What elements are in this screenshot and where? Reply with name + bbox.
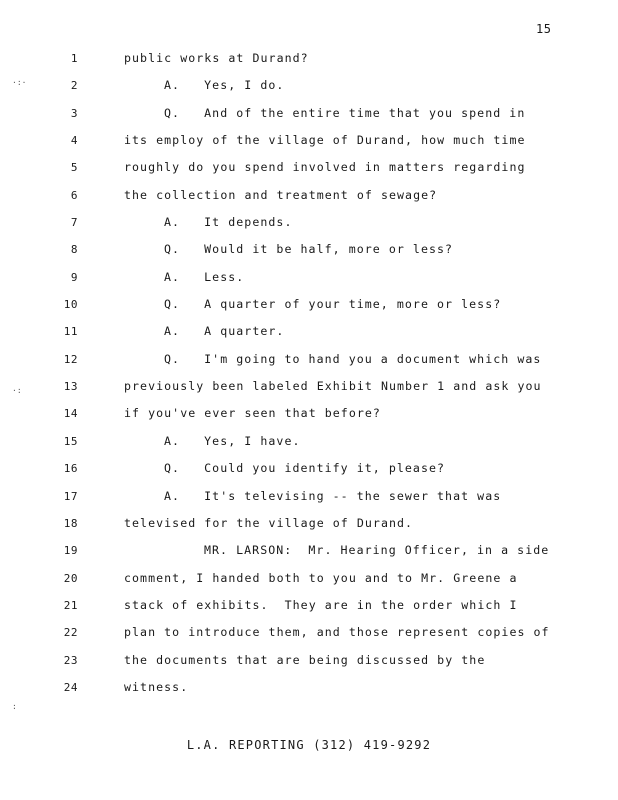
line-text: previously been labeled Exhibit Number 1 and ask you (124, 379, 542, 394)
line-text: A. Less. (164, 269, 245, 284)
line-number: 3 (70, 106, 78, 120)
margin-speck: ·: (12, 386, 22, 395)
line-text: its employ of the village of Durand, how much time (124, 133, 526, 148)
line-text: Q. I'm going to hand you a document which was (164, 351, 542, 366)
page-number: 15 (536, 22, 552, 36)
line-text: A. It's televising -- the sewer that was (164, 488, 502, 503)
line-text: comment, I handed both to you and to Mr. Greene a (124, 570, 518, 585)
line-number: 21 (63, 598, 78, 612)
line-number: 12 (63, 352, 78, 366)
transcript-lines (0, 45, 618, 701)
line-number: 24 (63, 680, 78, 694)
transcript-line (0, 428, 618, 455)
line-text: plan to introduce them, and those represent copies of (124, 625, 550, 640)
line-text: roughly do you spend involved in matters regarding (124, 160, 526, 175)
line-text: A. A quarter. (164, 324, 285, 339)
transcript-line (0, 100, 618, 127)
transcript-line (0, 400, 618, 427)
transcript-line (0, 592, 618, 619)
transcript-line (0, 291, 618, 318)
line-number: 10 (63, 298, 78, 312)
transcript-line (0, 346, 618, 373)
line-number: 14 (63, 407, 78, 421)
line-text: MR. LARSON: Mr. Hearing Officer, in a side (204, 543, 550, 558)
transcript-line (0, 510, 618, 537)
line-number: 8 (70, 243, 78, 257)
margin-speck: : (12, 702, 17, 711)
line-text: A. It depends. (164, 215, 293, 230)
line-number: 9 (70, 270, 78, 284)
line-text: Q. Could you identify it, please? (164, 461, 446, 476)
line-number: 19 (63, 544, 78, 558)
line-number: 15 (63, 434, 78, 448)
line-text: public works at Durand? (124, 51, 309, 65)
line-number: 13 (63, 380, 78, 394)
line-text: witness. (124, 679, 189, 694)
line-text: if you've ever seen that before? (124, 406, 381, 421)
line-number: 6 (70, 188, 78, 202)
line-text: A. Yes, I have. (164, 433, 301, 448)
margin-speck: ·:· (12, 78, 27, 87)
line-number: 23 (63, 653, 78, 667)
transcript-line (0, 236, 618, 263)
transcript-line (0, 127, 618, 154)
transcript-line (0, 565, 618, 592)
line-text: the documents that are being discussed by the (124, 652, 486, 667)
transcript-line (0, 537, 618, 564)
line-number: 7 (70, 216, 78, 230)
line-number: 1 (70, 52, 78, 65)
line-text: stack of exhibits. They are in the order which I (124, 597, 518, 612)
line-number: 18 (63, 516, 78, 530)
line-number: 20 (63, 571, 78, 585)
transcript-line (0, 619, 618, 646)
transcript-line (0, 647, 618, 674)
line-number: 2 (70, 79, 78, 93)
transcript-line (0, 455, 618, 482)
line-text: Q. Would it be half, more or less? (164, 242, 454, 257)
transcript-line (0, 182, 618, 209)
transcript-line (0, 45, 618, 72)
transcript-line (0, 154, 618, 181)
line-number: 22 (63, 626, 78, 640)
reporter-footer: L.A. REPORTING (312) 419-9292 (186, 738, 432, 752)
line-text: the collection and treatment of sewage? (124, 187, 438, 202)
line-text: Q. A quarter of your time, more or less? (164, 297, 502, 312)
line-number: 16 (63, 462, 78, 476)
transcript-line (0, 373, 618, 400)
line-text: televised for the village of Durand. (124, 515, 414, 530)
line-number: 4 (70, 134, 78, 148)
line-text: Q. And of the entire time that you spend in (164, 105, 526, 120)
transcript-line (0, 318, 618, 345)
transcript-line (0, 72, 618, 99)
transcript-line (0, 264, 618, 291)
line-number: 11 (63, 325, 78, 339)
transcript-line (0, 483, 618, 510)
line-number: 17 (63, 489, 78, 503)
transcript-line (0, 674, 618, 701)
line-text: A. Yes, I do. (164, 78, 285, 93)
line-number: 5 (70, 161, 78, 175)
transcript-line (0, 209, 618, 236)
